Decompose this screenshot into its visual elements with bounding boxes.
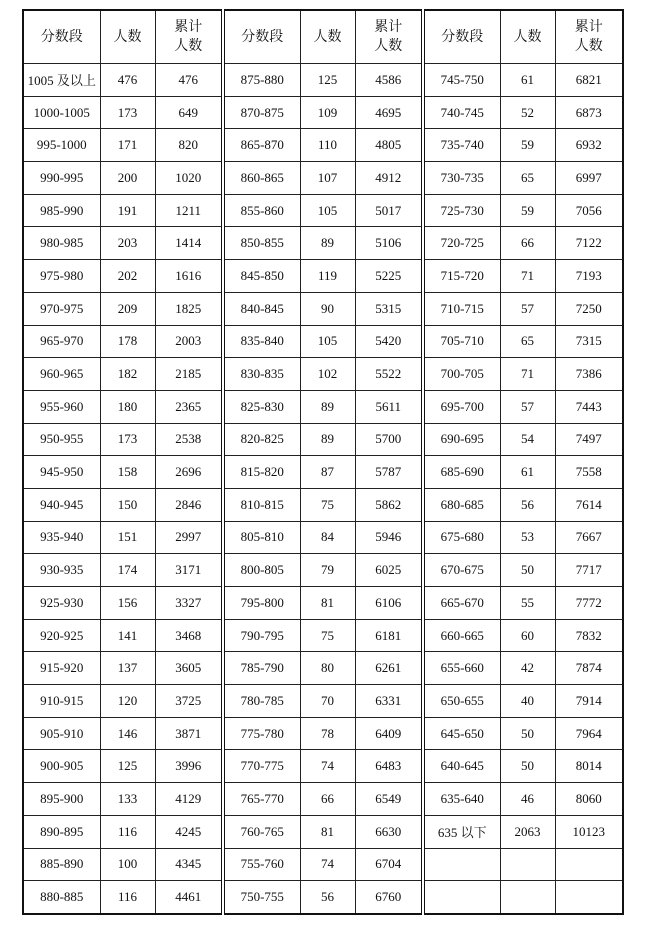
count-cell: 171 [100, 129, 155, 162]
cumulative-cell: 4805 [355, 129, 423, 162]
cumulative-cell: 7497 [555, 423, 623, 456]
cumulative-cell: 7193 [555, 260, 623, 293]
cumulative-cell: 6704 [355, 848, 423, 881]
score-range-cell: 645-650 [423, 717, 500, 750]
cumulative-cell: 4129 [155, 783, 223, 816]
count-cell: 40 [500, 685, 555, 718]
count-cell: 81 [300, 815, 355, 848]
score-range-cell: 860-865 [223, 162, 300, 195]
score-range-cell: 640-645 [423, 750, 500, 783]
count-cell: 120 [100, 685, 155, 718]
count-cell: 191 [100, 194, 155, 227]
cumulative-cell: 4345 [155, 848, 223, 881]
table-row [23, 64, 623, 97]
score-range-cell: 670-675 [423, 554, 500, 587]
cumulative-cell [555, 881, 623, 914]
cumulative-cell: 7250 [555, 292, 623, 325]
header-range: 分数段 [423, 10, 500, 64]
score-range-cell: 655-660 [423, 652, 500, 685]
header-range: 分数段 [223, 10, 300, 64]
count-cell [500, 848, 555, 881]
count-cell: 174 [100, 554, 155, 587]
cumulative-cell: 820 [155, 129, 223, 162]
count-cell: 55 [500, 587, 555, 620]
count-cell: 173 [100, 96, 155, 129]
cumulative-cell: 7964 [555, 717, 623, 750]
count-cell: 182 [100, 358, 155, 391]
count-cell: 476 [100, 64, 155, 97]
score-range-cell: 740-745 [423, 96, 500, 129]
header-cumulative-line1: 累计 [574, 19, 603, 35]
header-cumulative-line1: 累计 [174, 19, 203, 35]
score-range-cell: 925-930 [23, 587, 100, 620]
score-range-cell: 705-710 [423, 325, 500, 358]
header-cumulative-line1: 累计 [374, 19, 403, 35]
count-cell: 84 [300, 521, 355, 554]
table-row [23, 815, 623, 848]
header-cumulative-line2: 人数 [574, 38, 603, 54]
score-range-cell: 850-855 [223, 227, 300, 260]
score-range-cell: 885-890 [23, 848, 100, 881]
score-range-cell: 690-695 [423, 423, 500, 456]
cumulative-cell: 5946 [355, 521, 423, 554]
score-range-cell: 935-940 [23, 521, 100, 554]
cumulative-cell: 3468 [155, 619, 223, 652]
table-row [23, 685, 623, 718]
score-range-cell: 930-935 [23, 554, 100, 587]
cumulative-cell: 6873 [555, 96, 623, 129]
score-range-cell: 795-800 [223, 587, 300, 620]
count-cell: 102 [300, 358, 355, 391]
cumulative-cell: 10123 [555, 815, 623, 848]
score-range-cell: 695-700 [423, 390, 500, 423]
score-range-cell: 635-640 [423, 783, 500, 816]
count-cell: 107 [300, 162, 355, 195]
score-range-cell: 995-1000 [23, 129, 100, 162]
count-cell: 209 [100, 292, 155, 325]
count-cell: 61 [500, 64, 555, 97]
cumulative-cell: 7443 [555, 390, 623, 423]
score-range-cell: 800-805 [223, 554, 300, 587]
cumulative-cell: 4586 [355, 64, 423, 97]
count-cell: 150 [100, 488, 155, 521]
cumulative-cell: 6932 [555, 129, 623, 162]
cumulative-cell: 6025 [355, 554, 423, 587]
count-cell: 109 [300, 96, 355, 129]
score-range-cell: 915-920 [23, 652, 100, 685]
score-range-cell: 725-730 [423, 194, 500, 227]
score-range-cell: 810-815 [223, 488, 300, 521]
count-cell: 151 [100, 521, 155, 554]
count-cell: 71 [500, 260, 555, 293]
table-row [23, 292, 623, 325]
table-row [23, 325, 623, 358]
cumulative-cell: 7315 [555, 325, 623, 358]
score-range-cell: 780-785 [223, 685, 300, 718]
score-range-cell: 865-870 [223, 129, 300, 162]
cumulative-cell: 7056 [555, 194, 623, 227]
score-range-cell: 1005 及以上 [23, 64, 100, 97]
score-range-cell: 905-910 [23, 717, 100, 750]
cumulative-cell: 476 [155, 64, 223, 97]
cumulative-cell: 1414 [155, 227, 223, 260]
cumulative-cell: 2003 [155, 325, 223, 358]
score-range-cell: 745-750 [423, 64, 500, 97]
score-distribution-table [22, 9, 624, 915]
cumulative-cell: 5106 [355, 227, 423, 260]
score-range-cell: 730-735 [423, 162, 500, 195]
table-row [23, 488, 623, 521]
count-cell: 66 [300, 783, 355, 816]
cumulative-cell: 6760 [355, 881, 423, 914]
cumulative-cell: 5420 [355, 325, 423, 358]
cumulative-cell: 1211 [155, 194, 223, 227]
score-range-cell: 675-680 [423, 521, 500, 554]
table-row [23, 390, 623, 423]
cumulative-cell: 2538 [155, 423, 223, 456]
count-cell: 75 [300, 619, 355, 652]
score-range-cell: 845-850 [223, 260, 300, 293]
count-cell: 87 [300, 456, 355, 489]
count-cell: 200 [100, 162, 155, 195]
header-cumulative [555, 10, 623, 64]
cumulative-cell: 4245 [155, 815, 223, 848]
cumulative-cell: 7667 [555, 521, 623, 554]
table-row [23, 423, 623, 456]
score-range-cell: 960-965 [23, 358, 100, 391]
cumulative-cell: 5017 [355, 194, 423, 227]
header-count: 人数 [300, 10, 355, 64]
count-cell: 141 [100, 619, 155, 652]
count-cell: 137 [100, 652, 155, 685]
count-cell: 146 [100, 717, 155, 750]
header-range: 分数段 [23, 10, 100, 64]
cumulative-cell: 3725 [155, 685, 223, 718]
count-cell: 70 [300, 685, 355, 718]
count-cell: 80 [300, 652, 355, 685]
score-range-cell: 910-915 [23, 685, 100, 718]
score-range-cell: 700-705 [423, 358, 500, 391]
cumulative-cell: 6821 [555, 64, 623, 97]
score-range-cell: 1000-1005 [23, 96, 100, 129]
table-row [23, 783, 623, 816]
count-cell: 116 [100, 881, 155, 914]
score-range-cell: 650-655 [423, 685, 500, 718]
table-row [23, 554, 623, 587]
score-range-cell: 735-740 [423, 129, 500, 162]
count-cell: 57 [500, 390, 555, 423]
score-range-cell: 720-725 [423, 227, 500, 260]
score-range-cell: 985-990 [23, 194, 100, 227]
score-range-cell: 770-775 [223, 750, 300, 783]
score-range-cell: 900-905 [23, 750, 100, 783]
count-cell: 71 [500, 358, 555, 391]
score-range-cell: 785-790 [223, 652, 300, 685]
table-row [23, 881, 623, 914]
count-cell: 81 [300, 587, 355, 620]
cumulative-cell: 1825 [155, 292, 223, 325]
table-row [23, 848, 623, 881]
count-cell: 133 [100, 783, 155, 816]
count-cell: 105 [300, 194, 355, 227]
count-cell: 173 [100, 423, 155, 456]
score-range-cell: 775-780 [223, 717, 300, 750]
count-cell: 156 [100, 587, 155, 620]
cumulative-cell: 649 [155, 96, 223, 129]
cumulative-cell: 3871 [155, 717, 223, 750]
score-range-cell: 660-665 [423, 619, 500, 652]
cumulative-cell: 3327 [155, 587, 223, 620]
score-range-cell: 635 以下 [423, 815, 500, 848]
cumulative-cell: 5315 [355, 292, 423, 325]
score-range-cell: 890-895 [23, 815, 100, 848]
cumulative-cell: 8014 [555, 750, 623, 783]
cumulative-cell: 5522 [355, 358, 423, 391]
score-range-cell: 945-950 [23, 456, 100, 489]
score-range-cell: 880-885 [23, 881, 100, 914]
count-cell: 89 [300, 390, 355, 423]
cumulative-cell: 2846 [155, 488, 223, 521]
count-cell: 42 [500, 652, 555, 685]
score-range-cell: 840-845 [223, 292, 300, 325]
score-range-cell: 825-830 [223, 390, 300, 423]
score-range-cell: 680-685 [423, 488, 500, 521]
count-cell: 203 [100, 227, 155, 260]
score-range-cell: 920-925 [23, 619, 100, 652]
cumulative-cell: 6331 [355, 685, 423, 718]
table-row [23, 260, 623, 293]
score-range-cell: 805-810 [223, 521, 300, 554]
count-cell: 53 [500, 521, 555, 554]
cumulative-cell: 5700 [355, 423, 423, 456]
count-cell: 2063 [500, 815, 555, 848]
cumulative-cell: 4912 [355, 162, 423, 195]
header-count: 人数 [500, 10, 555, 64]
count-cell: 50 [500, 750, 555, 783]
cumulative-cell: 2365 [155, 390, 223, 423]
count-cell: 78 [300, 717, 355, 750]
cumulative-cell: 1616 [155, 260, 223, 293]
count-cell: 46 [500, 783, 555, 816]
header-cumulative-line2: 人数 [174, 38, 203, 54]
count-cell: 75 [300, 488, 355, 521]
cumulative-cell: 2997 [155, 521, 223, 554]
cumulative-cell: 2696 [155, 456, 223, 489]
cumulative-cell: 7386 [555, 358, 623, 391]
table-row [23, 358, 623, 391]
score-range-cell: 710-715 [423, 292, 500, 325]
score-range-cell: 685-690 [423, 456, 500, 489]
count-cell: 125 [300, 64, 355, 97]
table-row [23, 652, 623, 685]
count-cell: 119 [300, 260, 355, 293]
table-row [23, 129, 623, 162]
cumulative-cell: 6181 [355, 619, 423, 652]
score-range-cell: 790-795 [223, 619, 300, 652]
cumulative-cell: 6483 [355, 750, 423, 783]
score-range-cell: 755-760 [223, 848, 300, 881]
cumulative-cell: 5611 [355, 390, 423, 423]
score-range-cell: 895-900 [23, 783, 100, 816]
count-cell: 56 [500, 488, 555, 521]
count-cell: 116 [100, 815, 155, 848]
count-cell: 59 [500, 194, 555, 227]
table-header-row [23, 10, 623, 64]
count-cell: 60 [500, 619, 555, 652]
cumulative-cell: 4695 [355, 96, 423, 129]
count-cell: 65 [500, 162, 555, 195]
header-count: 人数 [100, 10, 155, 64]
cumulative-cell: 5862 [355, 488, 423, 521]
count-cell: 110 [300, 129, 355, 162]
count-cell: 79 [300, 554, 355, 587]
cumulative-cell: 1020 [155, 162, 223, 195]
cumulative-cell [555, 848, 623, 881]
cumulative-cell: 6997 [555, 162, 623, 195]
score-range-cell: 990-995 [23, 162, 100, 195]
count-cell: 100 [100, 848, 155, 881]
table-row [23, 227, 623, 260]
count-cell: 74 [300, 848, 355, 881]
table-row [23, 587, 623, 620]
count-cell: 105 [300, 325, 355, 358]
table-row [23, 717, 623, 750]
count-cell: 180 [100, 390, 155, 423]
score-range-cell: 750-755 [223, 881, 300, 914]
score-range-cell: 815-820 [223, 456, 300, 489]
score-range-cell: 830-835 [223, 358, 300, 391]
count-cell: 178 [100, 325, 155, 358]
count-cell: 52 [500, 96, 555, 129]
cumulative-cell: 8060 [555, 783, 623, 816]
score-range-cell: 955-960 [23, 390, 100, 423]
cumulative-cell: 6630 [355, 815, 423, 848]
score-range-cell: 940-945 [23, 488, 100, 521]
count-cell: 65 [500, 325, 555, 358]
cumulative-cell: 7717 [555, 554, 623, 587]
count-cell: 50 [500, 554, 555, 587]
score-range-cell: 970-975 [23, 292, 100, 325]
cumulative-cell: 6549 [355, 783, 423, 816]
cumulative-cell: 5225 [355, 260, 423, 293]
cumulative-cell: 3605 [155, 652, 223, 685]
cumulative-cell: 3996 [155, 750, 223, 783]
cumulative-cell: 7874 [555, 652, 623, 685]
count-cell: 66 [500, 227, 555, 260]
count-cell: 50 [500, 717, 555, 750]
header-cumulative-line2: 人数 [374, 38, 403, 54]
table-row [23, 456, 623, 489]
cumulative-cell: 7914 [555, 685, 623, 718]
count-cell: 202 [100, 260, 155, 293]
count-cell: 57 [500, 292, 555, 325]
cumulative-cell: 2185 [155, 358, 223, 391]
table-row [23, 750, 623, 783]
cumulative-cell: 7772 [555, 587, 623, 620]
score-range-cell: 760-765 [223, 815, 300, 848]
cumulative-cell: 7614 [555, 488, 623, 521]
count-cell: 56 [300, 881, 355, 914]
cumulative-cell: 6409 [355, 717, 423, 750]
score-range-cell: 875-880 [223, 64, 300, 97]
header-cumulative [355, 10, 423, 64]
cumulative-cell: 6261 [355, 652, 423, 685]
count-cell: 125 [100, 750, 155, 783]
score-range-cell: 980-985 [23, 227, 100, 260]
cumulative-cell: 3171 [155, 554, 223, 587]
score-range-cell: 765-770 [223, 783, 300, 816]
score-range-cell: 965-970 [23, 325, 100, 358]
count-cell: 89 [300, 423, 355, 456]
score-range-cell: 715-720 [423, 260, 500, 293]
count-cell: 61 [500, 456, 555, 489]
count-cell: 89 [300, 227, 355, 260]
cumulative-cell: 7832 [555, 619, 623, 652]
cumulative-cell: 6106 [355, 587, 423, 620]
cumulative-cell: 7558 [555, 456, 623, 489]
score-range-cell: 855-860 [223, 194, 300, 227]
score-range-cell: 665-670 [423, 587, 500, 620]
table-row [23, 96, 623, 129]
table-row [23, 162, 623, 195]
table-body [23, 64, 623, 914]
score-range-cell: 820-825 [223, 423, 300, 456]
count-cell: 59 [500, 129, 555, 162]
cumulative-cell: 7122 [555, 227, 623, 260]
table-row [23, 521, 623, 554]
count-cell: 90 [300, 292, 355, 325]
score-range-cell: 835-840 [223, 325, 300, 358]
cumulative-cell: 5787 [355, 456, 423, 489]
score-range-cell [423, 881, 500, 914]
table-row [23, 194, 623, 227]
score-range-cell: 950-955 [23, 423, 100, 456]
table-row [23, 619, 623, 652]
score-range-cell [423, 848, 500, 881]
score-range-cell: 975-980 [23, 260, 100, 293]
cumulative-cell: 4461 [155, 881, 223, 914]
count-cell: 158 [100, 456, 155, 489]
score-range-cell: 870-875 [223, 96, 300, 129]
count-cell [500, 881, 555, 914]
count-cell: 74 [300, 750, 355, 783]
header-cumulative [155, 10, 223, 64]
count-cell: 54 [500, 423, 555, 456]
